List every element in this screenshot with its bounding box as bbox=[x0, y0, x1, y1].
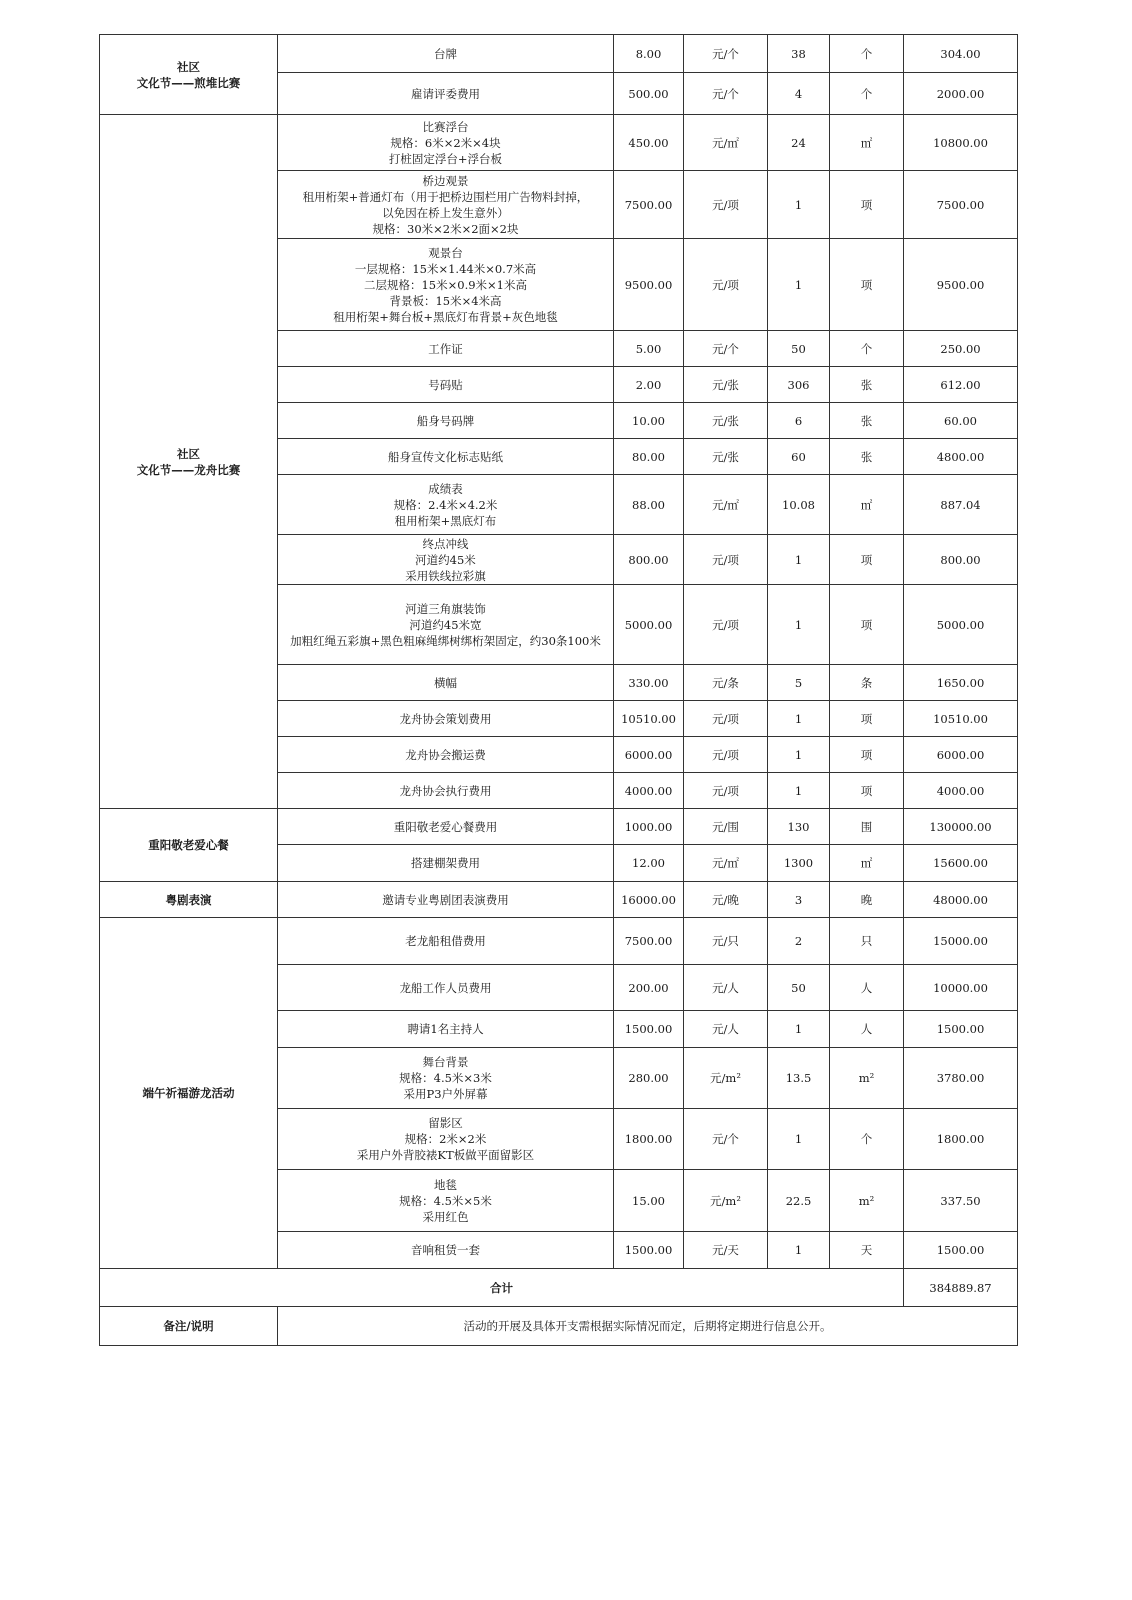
subtotal-cell: 4800.00 bbox=[904, 439, 1018, 475]
price-cell: 9500.00 bbox=[614, 239, 684, 331]
subtotal-cell: 7500.00 bbox=[904, 171, 1018, 239]
price-unit-cell: 元/项 bbox=[684, 701, 768, 737]
item-text: 以免因在桥上发生意外） bbox=[382, 205, 509, 220]
unit-cell: ㎡ bbox=[830, 475, 904, 535]
item-cell bbox=[278, 585, 614, 665]
unit-cell: 项 bbox=[830, 585, 904, 665]
item-text: 船身宣传文化标志贴纸 bbox=[388, 449, 503, 464]
quantity-cell: 10.08 bbox=[768, 475, 830, 535]
quantity-cell: 1 bbox=[768, 535, 830, 585]
item-cell bbox=[278, 1232, 614, 1269]
price-cell: 6000.00 bbox=[614, 737, 684, 773]
quantity-cell: 2 bbox=[768, 918, 830, 965]
subtotal-cell: 130000.00 bbox=[904, 809, 1018, 845]
price-cell: 1500.00 bbox=[614, 1011, 684, 1048]
item-cell bbox=[278, 535, 614, 585]
price-unit-cell: 元/㎡ bbox=[684, 475, 768, 535]
subtotal-cell: 9500.00 bbox=[904, 239, 1018, 331]
quantity-cell: 1 bbox=[768, 1232, 830, 1269]
price-unit-cell: 元/㎡ bbox=[684, 115, 768, 171]
unit-cell: ㎡ bbox=[830, 115, 904, 171]
subtotal-cell: 337.50 bbox=[904, 1170, 1018, 1232]
item-text: 重阳敬老爱心餐费用 bbox=[393, 819, 498, 834]
price-unit-cell: 元/㎡ bbox=[684, 845, 768, 882]
quantity-cell: 50 bbox=[768, 331, 830, 367]
item-text: 二层规格：15米×0.9米×1米高 bbox=[363, 277, 527, 292]
price-unit-cell: 元/项 bbox=[684, 239, 768, 331]
subtotal-cell: 60.00 bbox=[904, 403, 1018, 439]
item-text: 雇请评委费用 bbox=[411, 86, 480, 101]
unit-cell: 项 bbox=[830, 239, 904, 331]
item-cell bbox=[278, 845, 614, 882]
item-text: 采用P3户外屏幕 bbox=[403, 1087, 488, 1101]
item-cell bbox=[278, 665, 614, 701]
item-text: 租用桁架+黑底灯布 bbox=[394, 513, 497, 528]
item-cell bbox=[278, 239, 614, 331]
quantity-cell: 1 bbox=[768, 737, 830, 773]
item-text: 横幅 bbox=[434, 675, 457, 690]
item-text: 地毯 bbox=[434, 1177, 457, 1192]
quantity-cell: 22.5 bbox=[768, 1170, 830, 1232]
quantity-cell: 60 bbox=[768, 439, 830, 475]
item-text: 龙舟协会执行费用 bbox=[399, 783, 492, 798]
item-text: 加粗红绳五彩旗+黑色粗麻绳绑树绑桁架固定，约30条100米 bbox=[290, 633, 601, 648]
quantity-cell: 3 bbox=[768, 882, 830, 918]
quantity-cell: 1 bbox=[768, 1011, 830, 1048]
item-text: 台牌 bbox=[434, 46, 457, 61]
price-unit-cell: 元/项 bbox=[684, 585, 768, 665]
item-text: 聘请1名主持人 bbox=[407, 1022, 484, 1036]
item-cell bbox=[278, 737, 614, 773]
price-unit-cell: 元/m² bbox=[684, 1048, 768, 1109]
category-cell bbox=[100, 882, 278, 918]
price-cell: 5.00 bbox=[614, 331, 684, 367]
quantity-cell: 1 bbox=[768, 585, 830, 665]
unit-cell: m² bbox=[830, 1170, 904, 1232]
item-text: 比赛浮台 bbox=[422, 119, 469, 134]
item-text: 龙舟协会搬运费 bbox=[405, 747, 486, 762]
note-text: 活动的开展及具体开支需根据实际情况而定，后期将定期进行信息公开。 bbox=[278, 1307, 1018, 1346]
quantity-cell: 1 bbox=[768, 701, 830, 737]
price-unit-cell: 元/人 bbox=[684, 1011, 768, 1048]
subtotal-cell: 612.00 bbox=[904, 367, 1018, 403]
item-cell bbox=[278, 331, 614, 367]
item-cell bbox=[278, 1011, 614, 1048]
subtotal-cell: 800.00 bbox=[904, 535, 1018, 585]
item-text: 成绩表 bbox=[428, 481, 463, 496]
unit-cell: 张 bbox=[830, 403, 904, 439]
table-row bbox=[100, 882, 1018, 918]
category-label: 社区 bbox=[177, 446, 200, 461]
quantity-cell: 306 bbox=[768, 367, 830, 403]
price-cell: 2.00 bbox=[614, 367, 684, 403]
subtotal-cell: 1500.00 bbox=[904, 1011, 1018, 1048]
price-unit-cell: 元/只 bbox=[684, 918, 768, 965]
item-cell bbox=[278, 773, 614, 809]
item-cell bbox=[278, 1048, 614, 1109]
item-text: 一层规格：15米×1.44米×0.7米高 bbox=[354, 261, 537, 276]
price-cell: 15.00 bbox=[614, 1170, 684, 1232]
price-unit-cell: 元/个 bbox=[684, 331, 768, 367]
price-cell: 7500.00 bbox=[614, 171, 684, 239]
item-text: 船身号码牌 bbox=[416, 413, 475, 428]
price-unit-cell: 元/个 bbox=[684, 1109, 768, 1170]
unit-cell: 项 bbox=[830, 701, 904, 737]
subtotal-cell: 15600.00 bbox=[904, 845, 1018, 882]
item-cell bbox=[278, 439, 614, 475]
unit-cell: 人 bbox=[830, 1011, 904, 1048]
price-unit-cell: 元/条 bbox=[684, 665, 768, 701]
item-text: 规格：2米×2米 bbox=[404, 1132, 487, 1146]
price-cell: 8.00 bbox=[614, 35, 684, 73]
subtotal-cell: 1650.00 bbox=[904, 665, 1018, 701]
table-row bbox=[100, 918, 1018, 965]
unit-cell: 个 bbox=[830, 1109, 904, 1170]
total-label: 合计 bbox=[100, 1269, 904, 1307]
item-cell bbox=[278, 171, 614, 239]
item-cell bbox=[278, 367, 614, 403]
subtotal-cell: 5000.00 bbox=[904, 585, 1018, 665]
item-text: 租用桁架+普通灯布（用于把桥边围栏用广告物料封掉， bbox=[302, 189, 589, 204]
item-text: 龙舟协会策划费用 bbox=[399, 711, 492, 726]
subtotal-cell: 10510.00 bbox=[904, 701, 1018, 737]
item-text: 搭建棚架费用 bbox=[411, 856, 480, 870]
category-label: 粤剧表演 bbox=[165, 892, 212, 907]
subtotal-cell: 1800.00 bbox=[904, 1109, 1018, 1170]
item-cell bbox=[278, 1109, 614, 1170]
item-text: 终点冲线 bbox=[422, 536, 469, 551]
quantity-cell: 1 bbox=[768, 773, 830, 809]
item-text: 老龙船租借费用 bbox=[405, 934, 486, 948]
category-cell bbox=[100, 809, 278, 882]
category-label: 端午祈福游龙活动 bbox=[142, 1086, 235, 1100]
subtotal-cell: 10000.00 bbox=[904, 965, 1018, 1011]
price-cell: 200.00 bbox=[614, 965, 684, 1011]
item-cell bbox=[278, 73, 614, 115]
price-cell: 280.00 bbox=[614, 1048, 684, 1109]
price-unit-cell: 元/项 bbox=[684, 535, 768, 585]
subtotal-cell: 10800.00 bbox=[904, 115, 1018, 171]
subtotal-cell: 1500.00 bbox=[904, 1232, 1018, 1269]
price-cell: 88.00 bbox=[614, 475, 684, 535]
item-text: 桥边观景 bbox=[422, 173, 469, 188]
price-unit-cell: 元/m² bbox=[684, 1170, 768, 1232]
item-text: 龙船工作人员费用 bbox=[399, 980, 492, 995]
quantity-cell: 4 bbox=[768, 73, 830, 115]
item-text: 采用红色 bbox=[422, 1209, 469, 1224]
unit-cell: ㎡ bbox=[830, 845, 904, 882]
unit-cell: 张 bbox=[830, 367, 904, 403]
item-cell bbox=[278, 403, 614, 439]
price-unit-cell: 元/人 bbox=[684, 965, 768, 1011]
item-text: 工作证 bbox=[428, 341, 463, 356]
item-text: 号码贴 bbox=[428, 377, 463, 392]
unit-cell: 个 bbox=[830, 35, 904, 73]
item-text: 舞台背景 bbox=[422, 1055, 469, 1069]
unit-cell: 只 bbox=[830, 918, 904, 965]
quantity-cell: 1300 bbox=[768, 845, 830, 882]
unit-cell: 个 bbox=[830, 331, 904, 367]
item-cell bbox=[278, 115, 614, 171]
price-unit-cell: 元/项 bbox=[684, 171, 768, 239]
subtotal-cell: 15000.00 bbox=[904, 918, 1018, 965]
quantity-cell: 50 bbox=[768, 965, 830, 1011]
price-cell: 1500.00 bbox=[614, 1232, 684, 1269]
item-text: 采用户外背胶裱KT板做平面留影区 bbox=[356, 1148, 535, 1162]
item-text: 音响租赁一套 bbox=[411, 1243, 480, 1257]
quantity-cell: 130 bbox=[768, 809, 830, 845]
price-cell: 500.00 bbox=[614, 73, 684, 115]
price-unit-cell: 元/项 bbox=[684, 773, 768, 809]
item-text: 河道三角旗装饰 bbox=[405, 601, 486, 616]
category-label: 文化节——龙舟比赛 bbox=[136, 462, 241, 477]
item-text: 规格：2.4米×4.2米 bbox=[393, 497, 498, 512]
unit-cell: 天 bbox=[830, 1232, 904, 1269]
item-text: 规格：4.5米×5米 bbox=[399, 1193, 492, 1208]
quantity-cell: 24 bbox=[768, 115, 830, 171]
unit-cell: 人 bbox=[830, 965, 904, 1011]
unit-cell: m² bbox=[830, 1048, 904, 1109]
subtotal-cell: 48000.00 bbox=[904, 882, 1018, 918]
unit-cell: 项 bbox=[830, 737, 904, 773]
price-cell: 5000.00 bbox=[614, 585, 684, 665]
price-cell: 1000.00 bbox=[614, 809, 684, 845]
item-text: 留影区 bbox=[428, 1116, 463, 1130]
item-cell bbox=[278, 918, 614, 965]
subtotal-cell: 887.04 bbox=[904, 475, 1018, 535]
item-cell bbox=[278, 882, 614, 918]
item-text: 采用铁线拉彩旗 bbox=[405, 568, 486, 583]
price-cell: 10510.00 bbox=[614, 701, 684, 737]
subtotal-cell: 250.00 bbox=[904, 331, 1018, 367]
item-cell bbox=[278, 701, 614, 737]
item-cell bbox=[278, 965, 614, 1011]
quantity-cell: 1 bbox=[768, 171, 830, 239]
price-unit-cell: 元/张 bbox=[684, 367, 768, 403]
unit-cell: 个 bbox=[830, 73, 904, 115]
category-label: 重阳敬老爱心餐 bbox=[148, 838, 229, 852]
item-text: 河道约45米 bbox=[415, 552, 476, 567]
category-cell bbox=[100, 918, 278, 1269]
price-cell: 7500.00 bbox=[614, 918, 684, 965]
note-row bbox=[100, 1307, 1018, 1346]
price-unit-cell: 元/项 bbox=[684, 737, 768, 773]
item-cell bbox=[278, 35, 614, 73]
table-row bbox=[100, 809, 1018, 845]
price-cell: 80.00 bbox=[614, 439, 684, 475]
price-unit-cell: 元/晚 bbox=[684, 882, 768, 918]
price-cell: 12.00 bbox=[614, 845, 684, 882]
item-text: 打桩固定浮台+浮台板 bbox=[388, 151, 503, 166]
item-text: 河道约45米宽 bbox=[409, 617, 482, 632]
item-text: 背景板：15米×4米高 bbox=[389, 293, 502, 308]
category-label: 社区 bbox=[177, 59, 200, 74]
item-cell bbox=[278, 1170, 614, 1232]
price-cell: 10.00 bbox=[614, 403, 684, 439]
price-cell: 800.00 bbox=[614, 535, 684, 585]
price-cell: 450.00 bbox=[614, 115, 684, 171]
category-label: 文化节——煎堆比赛 bbox=[136, 75, 241, 90]
price-unit-cell: 元/个 bbox=[684, 35, 768, 73]
price-unit-cell: 元/围 bbox=[684, 809, 768, 845]
item-text: 规格：4.5米×3米 bbox=[399, 1071, 492, 1085]
note-label: 备注/说明 bbox=[100, 1307, 278, 1346]
item-cell bbox=[278, 809, 614, 845]
subtotal-cell: 6000.00 bbox=[904, 737, 1018, 773]
unit-cell: 项 bbox=[830, 171, 904, 239]
category-cell bbox=[100, 35, 278, 115]
category-cell bbox=[100, 115, 278, 809]
budget-table bbox=[99, 34, 1018, 1346]
quantity-cell: 1 bbox=[768, 239, 830, 331]
total-value: 384889.87 bbox=[904, 1269, 1018, 1307]
unit-cell: 张 bbox=[830, 439, 904, 475]
table-row bbox=[100, 35, 1018, 73]
quantity-cell: 5 bbox=[768, 665, 830, 701]
unit-cell: 项 bbox=[830, 773, 904, 809]
subtotal-cell: 3780.00 bbox=[904, 1048, 1018, 1109]
subtotal-cell: 2000.00 bbox=[904, 73, 1018, 115]
total-row bbox=[100, 1269, 1018, 1307]
unit-cell: 晚 bbox=[830, 882, 904, 918]
item-text: 观景台 bbox=[428, 245, 463, 260]
price-cell: 1800.00 bbox=[614, 1109, 684, 1170]
item-cell bbox=[278, 475, 614, 535]
subtotal-cell: 304.00 bbox=[904, 35, 1018, 73]
quantity-cell: 6 bbox=[768, 403, 830, 439]
table-row bbox=[100, 115, 1018, 171]
unit-cell: 围 bbox=[830, 809, 904, 845]
quantity-cell: 38 bbox=[768, 35, 830, 73]
quantity-cell: 1 bbox=[768, 1109, 830, 1170]
price-cell: 4000.00 bbox=[614, 773, 684, 809]
item-text: 规格：6米×2米×4块 bbox=[390, 135, 501, 150]
item-text: 邀请专业粤剧团表演费用 bbox=[382, 892, 509, 907]
price-unit-cell: 元/个 bbox=[684, 73, 768, 115]
price-cell: 330.00 bbox=[614, 665, 684, 701]
subtotal-cell: 4000.00 bbox=[904, 773, 1018, 809]
price-unit-cell: 元/张 bbox=[684, 403, 768, 439]
item-text: 规格：30米×2米×2面×2块 bbox=[372, 221, 519, 236]
price-unit-cell: 元/张 bbox=[684, 439, 768, 475]
quantity-cell: 13.5 bbox=[768, 1048, 830, 1109]
unit-cell: 项 bbox=[830, 535, 904, 585]
price-unit-cell: 元/天 bbox=[684, 1232, 768, 1269]
unit-cell: 条 bbox=[830, 665, 904, 701]
price-cell: 16000.00 bbox=[614, 882, 684, 918]
item-text: 租用桁架+舞台板+黑底灯布背景+灰色地毯 bbox=[333, 309, 558, 324]
